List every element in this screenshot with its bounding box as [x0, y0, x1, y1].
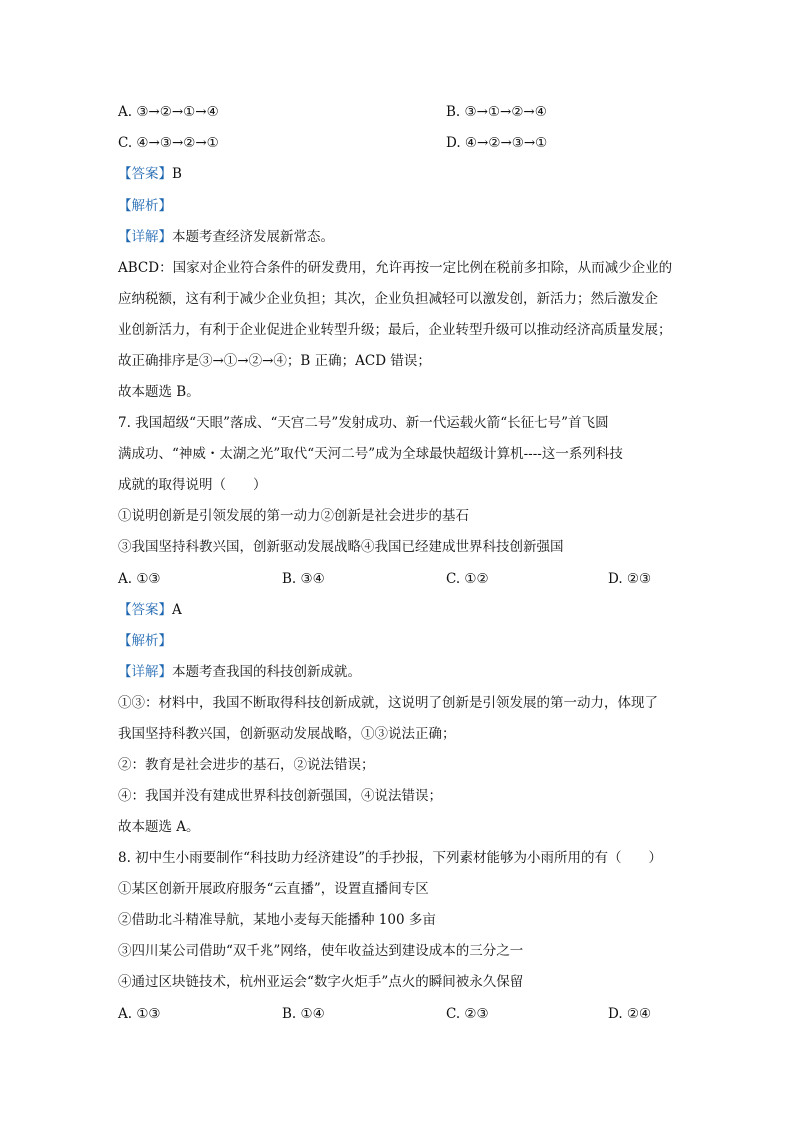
q8-stem: 8. 初中生小雨要制作“科技助力经济建设”的手抄报，下列素材能够为小雨所用的有（ ）	[118, 850, 662, 866]
q7-option-b: B. ③④	[282, 571, 325, 587]
q6-option-c: C. ④→③→②→①	[118, 135, 219, 151]
q8-statement: ②借助北斗精准导航，某地小麦每天能播种 100 多亩	[118, 912, 436, 928]
q7-answer: A	[172, 602, 182, 618]
q7-body-line: ①③：材料中，我国不断取得科技创新成就，这说明了创新是引领发展的第一动力，体现了	[118, 695, 658, 711]
q7-stem-line: 7. 我国超级“天眼”落成、“天宫二号”发射成功、新一代运载火箭“长征七号”首飞圆	[118, 415, 609, 431]
answer-tag: 【答案】	[118, 166, 172, 182]
q7-detail: 本题考查我国的科技创新成就。	[172, 664, 361, 680]
q6-answer: B	[172, 166, 182, 182]
q8-statement: ③四川某公司借助“双千兆”网络，使年收益达到建设成本的三分之一	[118, 943, 524, 959]
q8-option-a: A. ①③	[118, 1006, 161, 1022]
q8-statement: ④通过区块链技术，杭州亚运会“数字火炬手”点火的瞬间被永久保留	[118, 974, 524, 990]
q7-body-line: ④：我国并没有建成世界科技创新强国，④说法错误；	[118, 788, 442, 804]
q7-body-line: 我国坚持科教兴国，创新驱动发展战略，①③说法正确；	[118, 726, 456, 742]
q7-stem-line: 成就的取得说明（ ）	[118, 477, 267, 493]
q7-detail-line	[118, 662, 361, 682]
q7-body-line: ②：教育是社会进步的基石，②说法错误；	[118, 757, 375, 773]
q6-analysis-tag: 【解析】	[118, 198, 172, 214]
detail-tag: 【详解】	[118, 664, 172, 680]
q7-statement: ①说明创新是引领发展的第一动力②创新是社会进步的基石	[118, 508, 469, 524]
q6-body-line: 业创新活力，有利于企业促进企业转型升级；最后，企业转型升级可以推动经济高质量发展；	[118, 322, 672, 338]
q6-answer-line	[118, 164, 182, 184]
detail-tag: 【详解】	[118, 229, 172, 245]
q6-option-d: D. ④→②→③→①	[446, 135, 548, 151]
q7-statement: ③我国坚持科教兴国，创新驱动发展战略④我国已经建成世界科技创新强国	[118, 539, 564, 555]
q7-option-c: C. ①②	[446, 571, 489, 587]
q6-detail-line	[118, 227, 334, 247]
q6-body-line: 应纳税额，这有利于减少企业负担；其次，企业负担减轻可以激发创，新活力；然后激发企	[118, 291, 658, 307]
q7-body-line: 故本题选 A。	[118, 819, 200, 835]
q7-option-a: A. ①③	[118, 571, 161, 587]
q6-body-line: 故本题选 B。	[118, 384, 200, 400]
q6-option-b: B. ③→①→②→④	[446, 104, 547, 120]
q6-option-a: A. ③→②→①→④	[118, 104, 219, 120]
q6-body-line: 故正确排序是③→①→②→④；B 正确；ACD 错误；	[118, 353, 431, 369]
q8-statement: ①某区创新开展政府服务“云直播”，设置直播间专区	[118, 881, 429, 897]
q7-stem-line: 满成功、“神威・太湖之光”取代“天河二号”成为全球最快超级计算机----这一系列科技	[118, 446, 623, 462]
q8-option-c: C. ②③	[446, 1006, 489, 1022]
q7-answer-line	[118, 600, 182, 620]
answer-tag: 【答案】	[118, 602, 172, 618]
q8-option-d: D. ②④	[608, 1006, 652, 1022]
q6-detail: 本题考查经济发展新常态。	[172, 229, 334, 245]
q7-option-d: D. ②③	[608, 571, 652, 587]
q7-analysis-tag: 【解析】	[118, 633, 172, 649]
q6-body-line: ABCD：国家对企业符合条件的研发费用，允许再按一定比例在税前多扣除，从而减少企业的	[118, 260, 673, 276]
q8-option-b: B. ①④	[282, 1006, 325, 1022]
